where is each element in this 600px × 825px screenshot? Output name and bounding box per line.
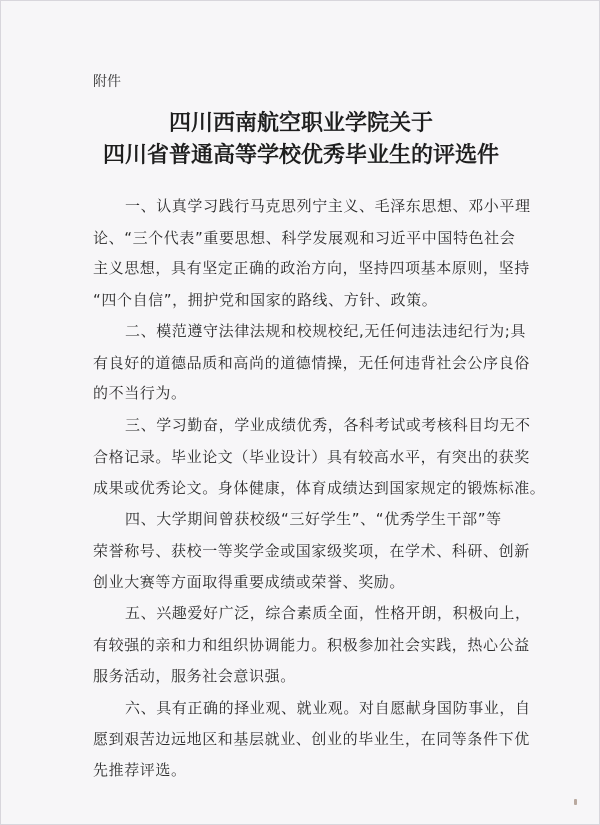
paragraph-2-line-3: 的不当行为。 <box>93 384 187 402</box>
paragraph-5-line-3: 服务活动，服务社会意识强。 <box>93 667 296 685</box>
paragraph-4-line-3: 创业大赛等方面取得重要成绩或荣誉、奖励。 <box>93 573 406 591</box>
paragraph-1-line-2: 论、“三个代表”重要思想、科学发展观和习近平中国特色社会 <box>93 229 516 247</box>
paragraph-6-line-3: 先推荐评选。 <box>93 761 187 779</box>
paragraph-6-line-1: 六、具有正确的择业观、就业观。对自愿献身国防事业，自 <box>125 699 531 717</box>
document-title-line-1: 四川西南航空职业学院关于 <box>168 111 433 136</box>
paragraph-5-line-2: 有较强的亲和力和组织协调能力。积极参加社会实践，热心公益 <box>93 636 530 654</box>
paragraph-6-line-2: 愿到艰苦边远地区和基层就业、创业的毕业生，在同等条件下优 <box>93 730 530 748</box>
paragraph-4-line-1: 四、大学期间曾获校级“三好学生”、“优秀学生干部”等 <box>125 510 502 528</box>
paragraph-4-line-2: 荣誉称号、获校一等奖学金或国家级奖项，在学术、科研、创新 <box>93 542 530 560</box>
paragraph-2-line-2: 有良好的道德品质和高尚的道德情操，无任何违背社会公序良俗 <box>93 354 530 372</box>
document-title-line-2: 四川省普通高等学校优秀毕业生的评选件 <box>102 143 499 168</box>
paragraph-3-line-1: 三、学习勤奋，学业成绩优秀，各科考试或考核科目均无不 <box>125 416 531 434</box>
paragraph-3-line-3: 成果或优秀论文。身体健康，体育成绩达到国家规定的锻炼标准。 <box>93 479 546 497</box>
paragraph-5-line-1: 五、兴趣爱好广泛，综合素质全面，性格开朗，积极向上， <box>125 604 531 622</box>
scan-speck <box>574 799 577 805</box>
paragraph-1-line-4: “四个自信”，拥护党和国家的路线、方针、政策。 <box>93 291 438 309</box>
paragraph-1-line-1: 一、认真学习践行马克思列宁主义、毛泽东思想、邓小平理 <box>125 197 531 215</box>
paragraph-3-line-2: 合格记录。毕业论文（毕业设计）具有较高水平，有突出的获奖 <box>93 448 530 466</box>
attachment-label: 附件 <box>93 74 121 90</box>
paragraph-1-line-3: 主义思想，具有坚定正确的政治方向，坚持四项基本原则，坚持 <box>93 259 530 277</box>
paragraph-2-line-1: 二、模范遵守法律法规和校规校纪,无任何违法违纪行为;具 <box>125 322 527 340</box>
